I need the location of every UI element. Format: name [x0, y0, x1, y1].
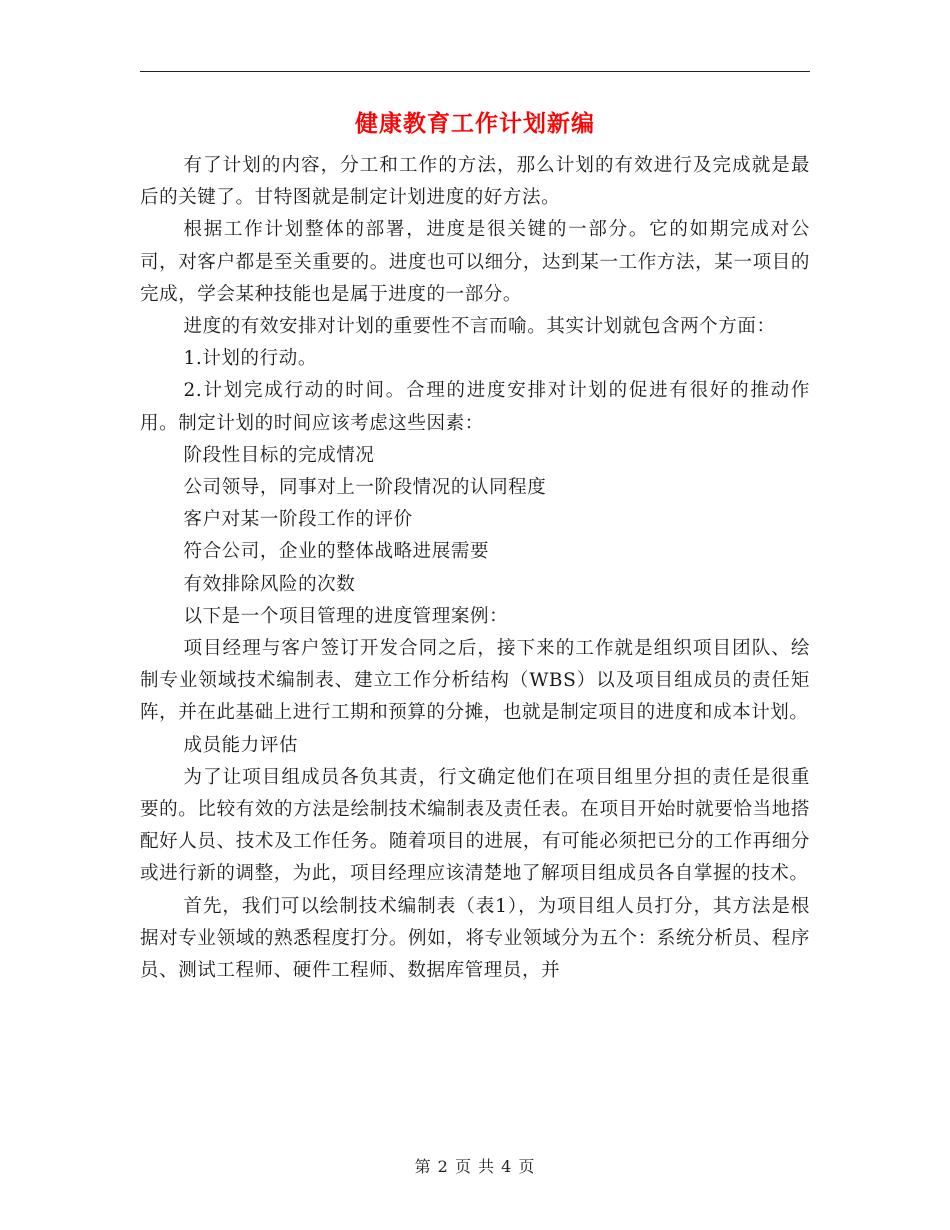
- list-item: 1.计划的行动。: [183, 348, 317, 370]
- list-item: 2.计划完成行动的时间。合理的进度安排对计划的促进有很好的推动作用。制定计划的时间应该考虑这些因素：: [140, 380, 810, 434]
- paragraph: 有了计划的内容，分工和工作的方法，那么计划的有效进行及完成就是最后的关键了。甘特图就是制定计划进度的好方法。: [140, 155, 810, 209]
- page-number-label: 第 2 页 共 4 页: [414, 1157, 536, 1176]
- factor-item: 符合公司，企业的整体战略进展需要: [183, 541, 490, 563]
- paragraph: 以下是一个项目管理的进度管理案例：: [183, 605, 509, 627]
- section-heading: 成员能力评估: [183, 734, 299, 756]
- document-title: 健康教育工作计划新编: [355, 110, 595, 137]
- paragraph: 根据工作计划整体的部署，进度是很关键的一部分。它的如期完成对公司，对客户都是至关重要的。进度也可以细分，达到某一工作方法，某一项目的完成，学会某种技能也是属于进度的一部分。: [140, 219, 810, 305]
- page-footer: [0, 1154, 950, 1177]
- paragraph: 首先，我们可以绘制技术编制表（表1），为项目组人员打分，其方法是根据对专业领域的熟悉程度打分。例如，将专业领域分为五个：系统分析员、程序员、测试工程师、硬件工程师、数据库管理员，并: [140, 895, 810, 982]
- document-body: [140, 150, 810, 987]
- paragraph: 为了让项目组成员各负其责，行文确定他们在项目组里分担的责任是很重要的。比较有效的方法是绘制技术编制表及责任表。在项目开始时就要恰当地搭配好人员、技术及工作任务。随着项目的进展，有可能必须把已分的工作再细分或进行新的调整，为此，项目经理应该清楚地了解项目组成员各自掌握的技术。: [140, 766, 810, 885]
- factor-item: 有效排除风险的次数: [183, 573, 356, 595]
- factor-item: 公司领导，同事对上一阶段情况的认同程度: [183, 477, 547, 499]
- paragraph: 项目经理与客户签订开发合同之后，接下来的工作就是组织项目团队、绘制专业领域技术编制表、建立工作分析结构（WBS）以及项目组成员的责任矩阵，并在此基础上进行工期和预算的分摊，也就是制定项目的进度和成本计划。: [140, 638, 810, 724]
- paragraph: 进度的有效安排对计划的重要性不言而喻。其实计划就包含两个方面：: [183, 316, 776, 338]
- header-rule: [140, 71, 810, 72]
- factor-item: 客户对某一阶段工作的评价: [183, 509, 413, 531]
- factor-item: 阶段性目标的完成情况: [183, 444, 375, 466]
